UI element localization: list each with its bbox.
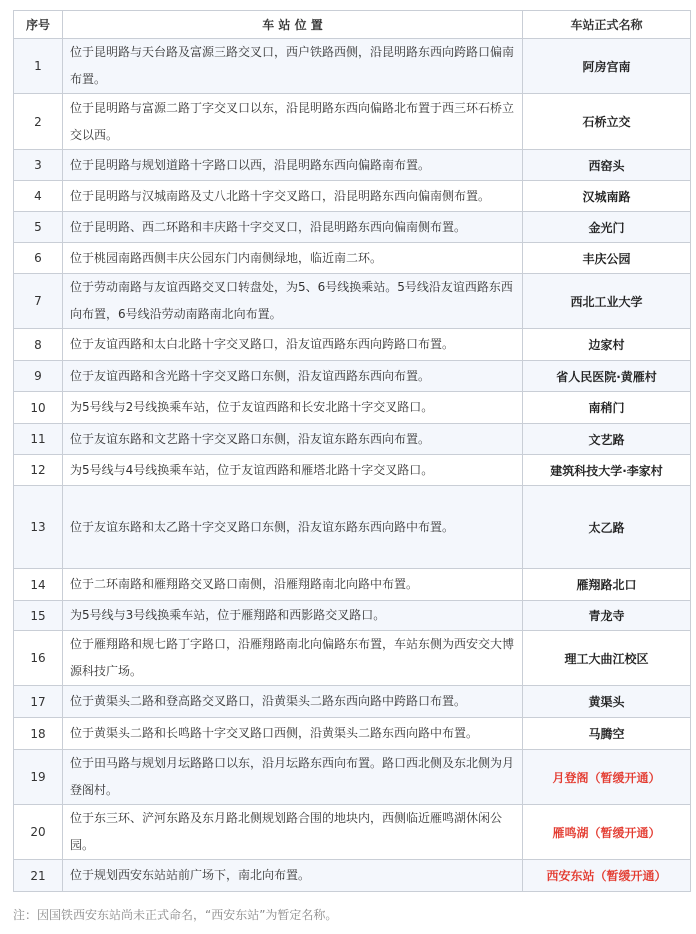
table-row — [14, 455, 691, 486]
row-location: 为5号线与4号线换乘车站，位于友谊西路和雁塔北路十字交叉路口。 — [63, 455, 523, 486]
station-name: 省人民医院·黄雁村 — [523, 361, 691, 392]
table-row — [14, 601, 691, 631]
station-name: 西安东站（暂缓开通） — [523, 860, 691, 892]
row-location: 位于友谊东路和太乙路十字交叉路口东侧，沿友谊东路东西向路中布置。 — [63, 486, 523, 569]
station-name: 阿房宫南 — [523, 39, 691, 94]
table-row — [14, 329, 691, 361]
station-name: 西窑头 — [523, 150, 691, 181]
row-seq: 13 — [14, 486, 63, 569]
table-row — [14, 860, 691, 892]
row-seq: 5 — [14, 212, 63, 243]
header-name: 车站正式名称 — [523, 11, 691, 39]
row-location: 位于劳动南路与友谊西路交叉口转盘处，为5、6号线换乘站。5号线沿友谊西路东西向布置，6号线沿劳动南路南北向布置。 — [63, 274, 523, 329]
table-row — [14, 750, 691, 805]
row-seq: 10 — [14, 392, 63, 424]
footnote: 注：因国铁西安东站尚未正式命名，“西安东站”为暂定名称。 — [13, 908, 338, 922]
table-row — [14, 361, 691, 392]
station-name: 丰庆公园 — [523, 243, 691, 274]
row-location: 位于黄渠头二路和登高路交叉路口，沿黄渠头二路东西向路中跨路口布置。 — [63, 686, 523, 718]
row-location: 位于昆明路、西二环路和丰庆路十字交叉口，沿昆明路东西向偏南侧布置。 — [63, 212, 523, 243]
row-seq: 19 — [14, 750, 63, 805]
header-location: 车 站 位 置 — [63, 11, 523, 39]
row-location: 位于昆明路与富源二路丁字交叉口以东，沿昆明路东西向偏路北布置于西三环石桥立交以西。 — [63, 94, 523, 150]
row-location: 位于桃园南路西侧丰庆公园东门内南侧绿地，临近南二环。 — [63, 243, 523, 274]
table-row — [14, 686, 691, 718]
station-name: 西北工业大学 — [523, 274, 691, 329]
table-header-row — [14, 11, 691, 39]
row-seq: 18 — [14, 718, 63, 750]
table-row — [14, 39, 691, 94]
row-location: 位于昆明路与天台路及富源三路交叉口，西户铁路西侧，沿昆明路东西向跨路口偏南布置。 — [63, 39, 523, 94]
station-name: 雁鸣湖（暂缓开通） — [523, 805, 691, 860]
row-location: 位于雁翔路和规七路丁字路口，沿雁翔路南北向偏路东布置，车站东侧为西安交大博源科技广场。 — [63, 631, 523, 686]
table-row — [14, 243, 691, 274]
table-row — [14, 392, 691, 424]
row-seq: 12 — [14, 455, 63, 486]
station-name: 理工大曲江校区 — [523, 631, 691, 686]
table-row — [14, 274, 691, 329]
row-seq: 21 — [14, 860, 63, 892]
row-location: 位于黄渠头二路和长鸣路十字交叉路口西侧，沿黄渠头二路东西向路中布置。 — [63, 718, 523, 750]
table-row — [14, 424, 691, 455]
table-row — [14, 212, 691, 243]
row-seq: 9 — [14, 361, 63, 392]
table-row — [14, 631, 691, 686]
row-location: 位于二环南路和雁翔路交叉路口南侧，沿雁翔路南北向路中布置。 — [63, 569, 523, 601]
row-seq: 7 — [14, 274, 63, 329]
row-location: 位于友谊东路和文艺路十字交叉路口东侧，沿友谊东路东西向布置。 — [63, 424, 523, 455]
station-name: 青龙寺 — [523, 601, 691, 631]
station-name: 汉城南路 — [523, 181, 691, 212]
row-location: 位于规划西安东站站前广场下，南北向布置。 — [63, 860, 523, 892]
row-location: 为5号线与3号线换乘车站，位于雁翔路和西影路交叉路口。 — [63, 601, 523, 631]
row-location: 位于昆明路与规划道路十字路口以西，沿昆明路东西向偏路南布置。 — [63, 150, 523, 181]
table-row — [14, 718, 691, 750]
station-name: 月登阁（暂缓开通） — [523, 750, 691, 805]
row-location: 位于田马路与规划月坛路路口以东，沿月坛路东西向布置。路口西北侧及东北侧为月登阁村。 — [63, 750, 523, 805]
table-row — [14, 150, 691, 181]
row-location: 位于友谊西路和太白北路十字交叉路口，沿友谊西路东西向跨路口布置。 — [63, 329, 523, 361]
row-seq: 17 — [14, 686, 63, 718]
row-seq: 2 — [14, 94, 63, 150]
station-name: 黄渠头 — [523, 686, 691, 718]
station-name: 太乙路 — [523, 486, 691, 569]
station-name: 石桥立交 — [523, 94, 691, 150]
row-seq: 15 — [14, 601, 63, 631]
row-seq: 6 — [14, 243, 63, 274]
row-location: 位于东三环、浐河东路及东月路北侧规划路合围的地块内，西侧临近雁鸣湖休闲公园。 — [63, 805, 523, 860]
row-seq: 20 — [14, 805, 63, 860]
row-location: 位于友谊西路和含光路十字交叉路口东侧，沿友谊西路东西向布置。 — [63, 361, 523, 392]
station-name: 文艺路 — [523, 424, 691, 455]
station-name: 南稍门 — [523, 392, 691, 424]
row-seq: 4 — [14, 181, 63, 212]
header-seq: 序号 — [14, 11, 63, 39]
station-name: 雁翔路北口 — [523, 569, 691, 601]
row-location: 为5号线与2号线换乘车站，位于友谊西路和长安北路十字交叉路口。 — [63, 392, 523, 424]
row-seq: 3 — [14, 150, 63, 181]
row-location: 位于昆明路与汉城南路及丈八北路十字交叉路口，沿昆明路东西向偏南侧布置。 — [63, 181, 523, 212]
row-seq: 14 — [14, 569, 63, 601]
row-seq: 8 — [14, 329, 63, 361]
table-row — [14, 94, 691, 150]
station-name: 边家村 — [523, 329, 691, 361]
station-name: 金光门 — [523, 212, 691, 243]
station-table — [13, 10, 691, 892]
row-seq: 1 — [14, 39, 63, 94]
station-name: 马腾空 — [523, 718, 691, 750]
station-name: 建筑科技大学·李家村 — [523, 455, 691, 486]
table-row — [14, 181, 691, 212]
table-row — [14, 805, 691, 860]
row-seq: 11 — [14, 424, 63, 455]
row-seq: 16 — [14, 631, 63, 686]
table-row — [14, 486, 691, 569]
table-row — [14, 569, 691, 601]
